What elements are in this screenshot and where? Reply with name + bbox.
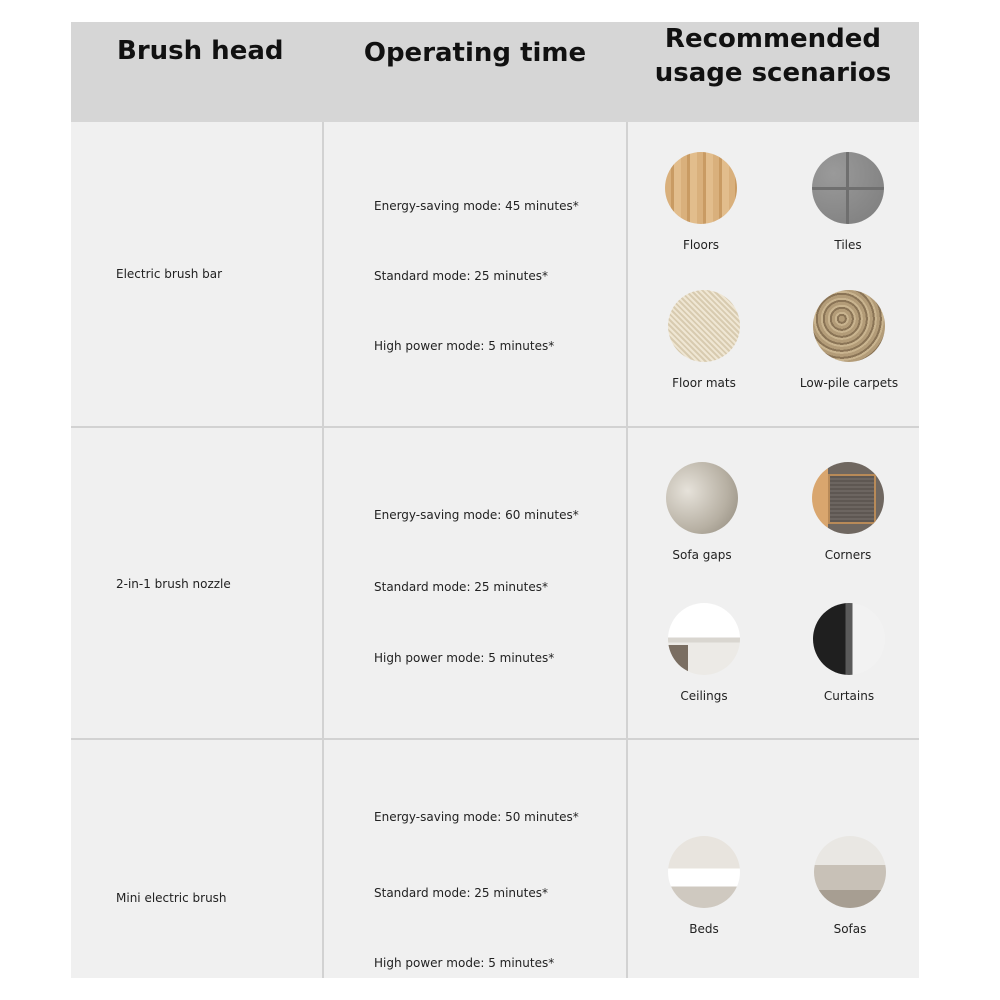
scenario-curtains <box>784 603 914 703</box>
brush-name: 2-in-1 brush nozzle <box>116 577 231 591</box>
scenario-floor-mats <box>639 290 769 390</box>
table-row <box>71 122 919 426</box>
header-brush-head: Brush head <box>117 36 284 66</box>
mode-standard: Standard mode: 25 minutes* <box>374 580 548 594</box>
scenario-low-pile-carpets <box>784 290 914 390</box>
sofa-gaps-image <box>666 462 738 534</box>
scenario-label: Floors <box>682 238 720 252</box>
scenario-label: Corners <box>824 548 872 562</box>
header-recommended-line1: Recommended <box>664 24 882 54</box>
header-recommended-line2: usage scenarios <box>654 58 892 88</box>
tiles-image <box>812 152 884 224</box>
table-header <box>71 22 919 122</box>
scenario-beds <box>639 836 769 936</box>
mode-high-power: High power mode: 5 minutes* <box>374 956 555 970</box>
beds-image <box>668 836 740 908</box>
scenario-label: Tiles <box>834 238 862 252</box>
mode-high-power: High power mode: 5 minutes* <box>374 651 555 665</box>
scenario-label: Curtains <box>823 689 875 703</box>
floor-mats-image <box>668 290 740 362</box>
curtains-image <box>813 603 885 675</box>
scenario-label: Sofas <box>833 922 867 936</box>
mode-energy-saving: Energy-saving mode: 60 minutes* <box>374 508 579 522</box>
spec-table <box>71 22 919 978</box>
table-row <box>71 740 919 978</box>
mode-standard: Standard mode: 25 minutes* <box>374 886 548 900</box>
sofas-image <box>814 836 886 908</box>
mode-standard: Standard mode: 25 minutes* <box>374 269 548 283</box>
ceilings-image <box>668 603 740 675</box>
scenario-label: Beds <box>689 922 719 936</box>
mode-high-power: High power mode: 5 minutes* <box>374 339 555 353</box>
mode-energy-saving: Energy-saving mode: 45 minutes* <box>374 199 579 213</box>
header-recommended-usage <box>627 22 919 122</box>
scenario-label: Ceilings <box>680 689 728 703</box>
scenario-sofa-gaps <box>637 462 767 562</box>
brush-name: Electric brush bar <box>116 267 223 281</box>
header-operating-time: Operating time <box>363 38 587 68</box>
scenario-corners <box>783 462 913 562</box>
scenario-tiles <box>783 152 913 252</box>
scenario-floors <box>636 152 766 252</box>
corners-image <box>812 462 884 534</box>
scenario-label: Sofa gaps <box>672 548 732 562</box>
scenario-label: Low-pile carpets <box>799 376 899 390</box>
mode-energy-saving: Energy-saving mode: 50 minutes* <box>374 810 579 824</box>
scenario-sofas <box>785 836 915 936</box>
table-row <box>71 428 919 738</box>
scenario-ceilings <box>639 603 769 703</box>
scenario-label: Floor mats <box>672 376 736 390</box>
low-pile-carpets-image <box>813 290 885 362</box>
floors-image <box>665 152 737 224</box>
brush-name: Mini electric brush <box>116 891 227 905</box>
